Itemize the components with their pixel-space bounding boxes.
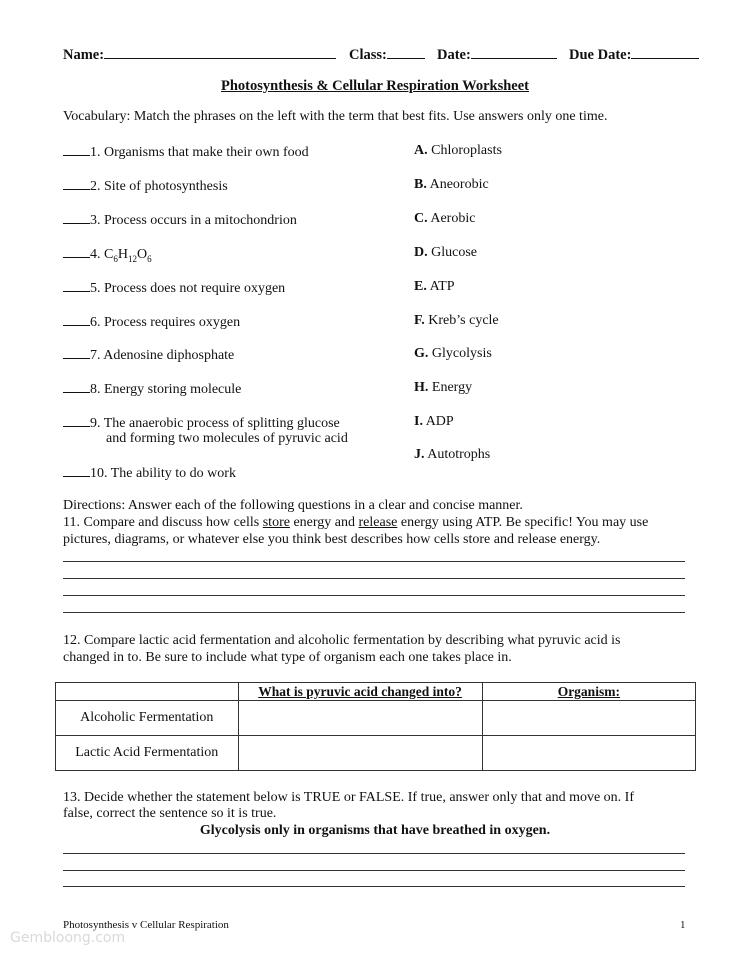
question-4: 4. $C_6H_{12}O_6$ — [63, 245, 152, 264]
table-header-blank — [56, 683, 239, 701]
name-blank[interactable] — [104, 46, 336, 59]
answer-blank[interactable] — [63, 177, 90, 190]
question-11-line2: pictures, diagrams, or whatever else you think best describes how cells store and release energy. — [63, 532, 601, 547]
question-1: 1. Organisms that make their own food — [63, 143, 309, 161]
date-label: Date: — [437, 47, 471, 63]
term-c: C. Aerobic — [414, 211, 476, 226]
answer-blank[interactable] — [63, 245, 90, 258]
answer-line[interactable] — [63, 595, 685, 596]
table-row — [56, 736, 696, 771]
answer-line[interactable] — [63, 870, 685, 871]
question-8: 8. Energy storing molecule — [63, 380, 241, 398]
pyruvic-answer-cell[interactable] — [238, 736, 482, 771]
term-h: H. Energy — [414, 380, 473, 395]
answer-blank[interactable] — [63, 464, 90, 477]
answer-blank[interactable] — [63, 279, 90, 292]
name-label: Name: — [63, 47, 105, 63]
due-date-field[interactable] — [569, 46, 699, 64]
question-3: 3. Process occurs in a mitochondrion — [63, 211, 297, 229]
answer-line[interactable] — [63, 853, 685, 854]
class-blank[interactable] — [387, 46, 425, 59]
question-13-line1: 13. Decide whether the statement below is TRUE or FALSE. If true, answer only that and move on. If — [63, 790, 635, 805]
fermentation-table — [55, 682, 696, 771]
answer-line[interactable] — [63, 612, 685, 613]
term-b: B. Aneorobic — [414, 177, 489, 192]
answer-blank[interactable] — [63, 346, 90, 359]
question-7: 7. Adenosine diphosphate — [63, 346, 234, 364]
date-field[interactable] — [437, 46, 557, 64]
question-9: 9. The anaerobic process of splitting glucose — [63, 414, 340, 432]
term-e: E. ATP — [414, 279, 455, 294]
directions: Directions: Answer each of the following questions in a clear and concise manner. — [63, 498, 523, 513]
answer-blank[interactable] — [63, 313, 90, 326]
answer-blank[interactable] — [63, 211, 90, 224]
watermark-logo: Gembloong.com — [10, 930, 126, 946]
vocab-instructions: Vocabulary: Match the phrases on the left with the term that best fits. Use answers only one time. — [63, 109, 608, 124]
organism-answer-cell[interactable] — [482, 736, 695, 771]
term-i: I. ADP — [414, 414, 454, 429]
question-12-line2: changed in to. Be sure to include what type of organism each one takes place in. — [63, 650, 512, 665]
row-label-alcoholic: Alcoholic Fermentation — [56, 701, 239, 736]
row-label-lactic: Lactic Acid Fermentation — [56, 736, 239, 771]
question-10: 10. The ability to do work — [63, 464, 236, 482]
question-9-line2: and forming two molecules of pyruvic acid — [106, 431, 348, 446]
term-a: A. Chloroplasts — [414, 143, 502, 158]
question-6: 6. Process requires oxygen — [63, 313, 240, 331]
table-header-pyruvic: What is pyruvic acid changed into? — [238, 683, 482, 701]
question-11-line1: 11. Compare and discuss how cells store energy and release energy using ATP. Be specific! You may use — [63, 515, 649, 530]
answer-line[interactable] — [63, 886, 685, 887]
class-field[interactable] — [349, 46, 425, 64]
class-label: Class: — [349, 47, 387, 63]
answer-blank[interactable] — [63, 143, 90, 156]
term-g: G. Glycolysis — [414, 346, 492, 361]
question-2: 2. Site of photosynthesis — [63, 177, 228, 195]
name-field[interactable] — [63, 46, 336, 64]
table-row — [56, 701, 696, 736]
table-header-row — [56, 683, 696, 701]
question-5: 5. Process does not require oxygen — [63, 279, 285, 297]
due-date-label: Due Date: — [569, 47, 632, 63]
page-title: Photosynthesis & Cellular Respiration Worksheet — [220, 78, 529, 94]
table-header-organism: Organism: — [482, 683, 695, 701]
question-12-line1: 12. Compare lactic acid fermentation and alcoholic fermentation by describing what pyruvic acid is — [63, 633, 621, 648]
true-false-statement: Glycolysis only in organisms that have breathed in oxygen. — [199, 823, 551, 838]
term-f: F. Kreb’s cycle — [414, 313, 499, 328]
pyruvic-answer-cell[interactable] — [238, 701, 482, 736]
footer-title: Photosynthesis v Cellular Respiration — [63, 919, 229, 931]
answer-blank[interactable] — [63, 414, 90, 427]
due-date-blank[interactable] — [631, 46, 699, 59]
page-number: 1 — [680, 919, 686, 931]
term-d: D. Glucose — [414, 245, 478, 260]
question-13-line2: false, correct the sentence so it is true. — [63, 806, 277, 821]
organism-answer-cell[interactable] — [482, 701, 695, 736]
answer-blank[interactable] — [63, 380, 90, 393]
answer-line[interactable] — [63, 578, 685, 579]
answer-line[interactable] — [63, 561, 685, 562]
term-j: J. Autotrophs — [414, 447, 491, 462]
date-blank[interactable] — [471, 46, 557, 59]
